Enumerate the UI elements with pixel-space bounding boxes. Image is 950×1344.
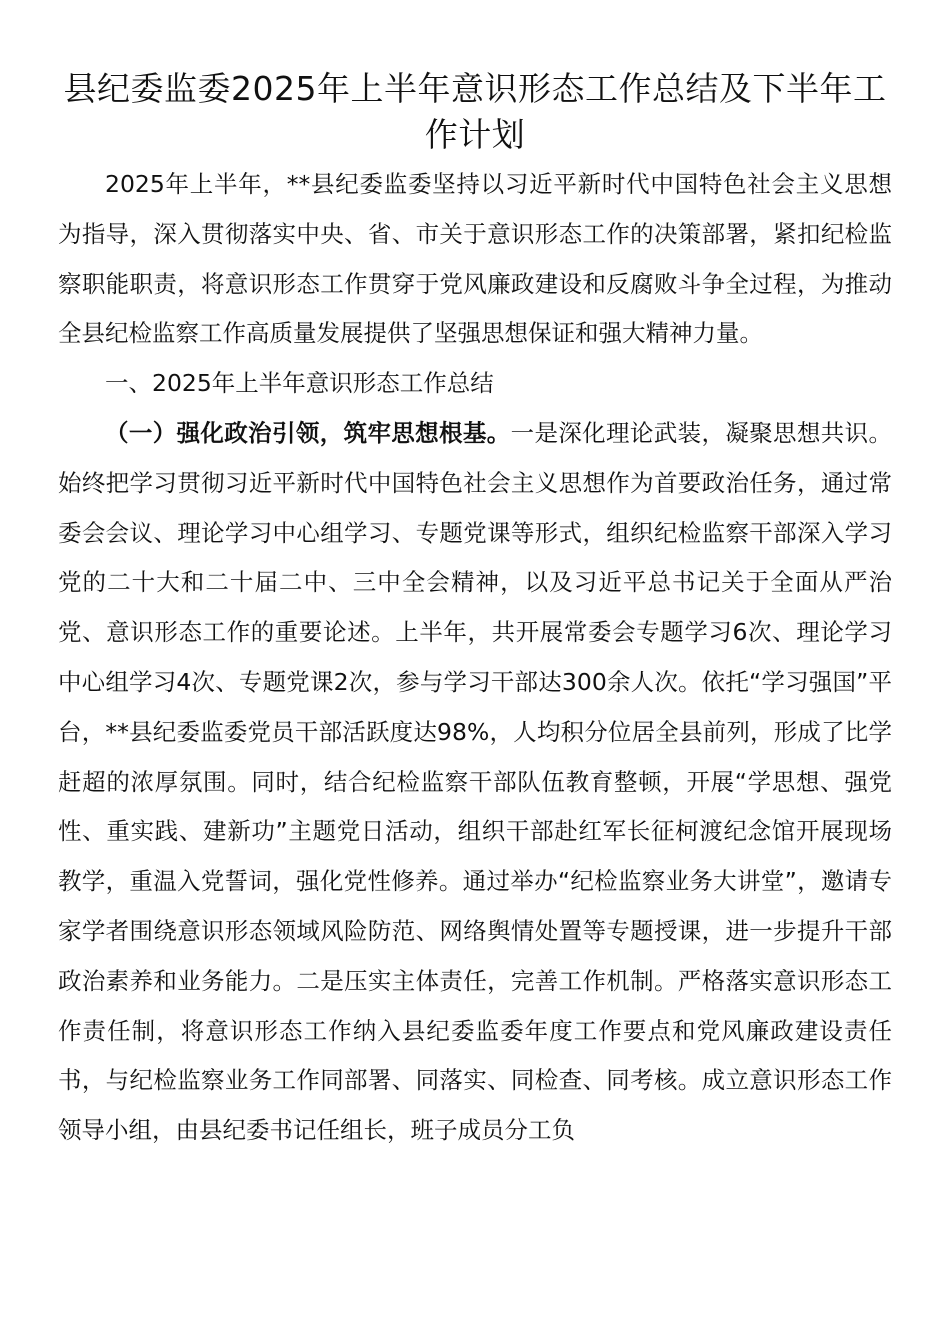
document-title: 县纪委监委2025年上半年意识形态工作总结及下半年工作计划 — [63, 69, 887, 154]
subsection-paragraph — [58, 409, 892, 1156]
intro-paragraph: 2025年上半年，**县纪委监委坚持以习近平新时代中国特色社会主义思想为指导，深入贯彻落实中央、省、市关于意识形态工作的决策部署，紧扣纪检监察职能职责，将意识形态工作贯穿于党风廉政建设和反腐败斗争全过程，为推动全县纪检监察工作高质量发展提供了坚强思想保证和强大精神力量。 — [58, 170, 892, 348]
document-page — [58, 66, 892, 1156]
subsection-lead: （一）强化政治引领，筑牢思想根基。 — [105, 418, 511, 447]
subsection-body: 一是深化理论武装，凝聚思想共识。始终把学习贯彻习近平新时代中国特色社会主义思想作为首要政治任务，通过常委会会议、理论学习中心组学习、专题党课等形式，组织纪检监察干部深入学习党的二十大和二十届二中、三中全会精神，以及习近平总书记关于全面从严治党、意识形态工作的重要论述。上半年，共开展常委会专题学习6次、理论学习中心组学习4次、专题党课2次，参与学习干部达300余人次。依托“学习强国”平台，**县纪委监委党员干部活跃度达98%，人均积分位居全县前列，形成了比学赶超的浓厚氛围。同时，结合纪检监察干部队伍教育整顿，开展“学思想、强党性、重实践、建新功”主题党日活动，组织干部赴红军长征柯渡纪念馆开展现场教学，重温入党誓词，强化党性修养。通过举办“纪检监察业务大讲堂”，邀请专家学者围绕意识形态领域风险防范、网络舆情处置等专题授课，进一步提升干部政治素养和业务能力。二是压实主体责任，完善工作机制。严格落实意识形态工作责任制，将意识形态工作纳入县纪委监委年度工作要点和党风廉政建设责任书，与纪检监察业务工作同部署、同落实、同检查、同考核。成立意识形态工作领导小组，由县纪委书记任组长，班子成员分工负 — [58, 418, 892, 1145]
section-heading: 一、2025年上半年意识形态工作总结 — [105, 369, 494, 398]
